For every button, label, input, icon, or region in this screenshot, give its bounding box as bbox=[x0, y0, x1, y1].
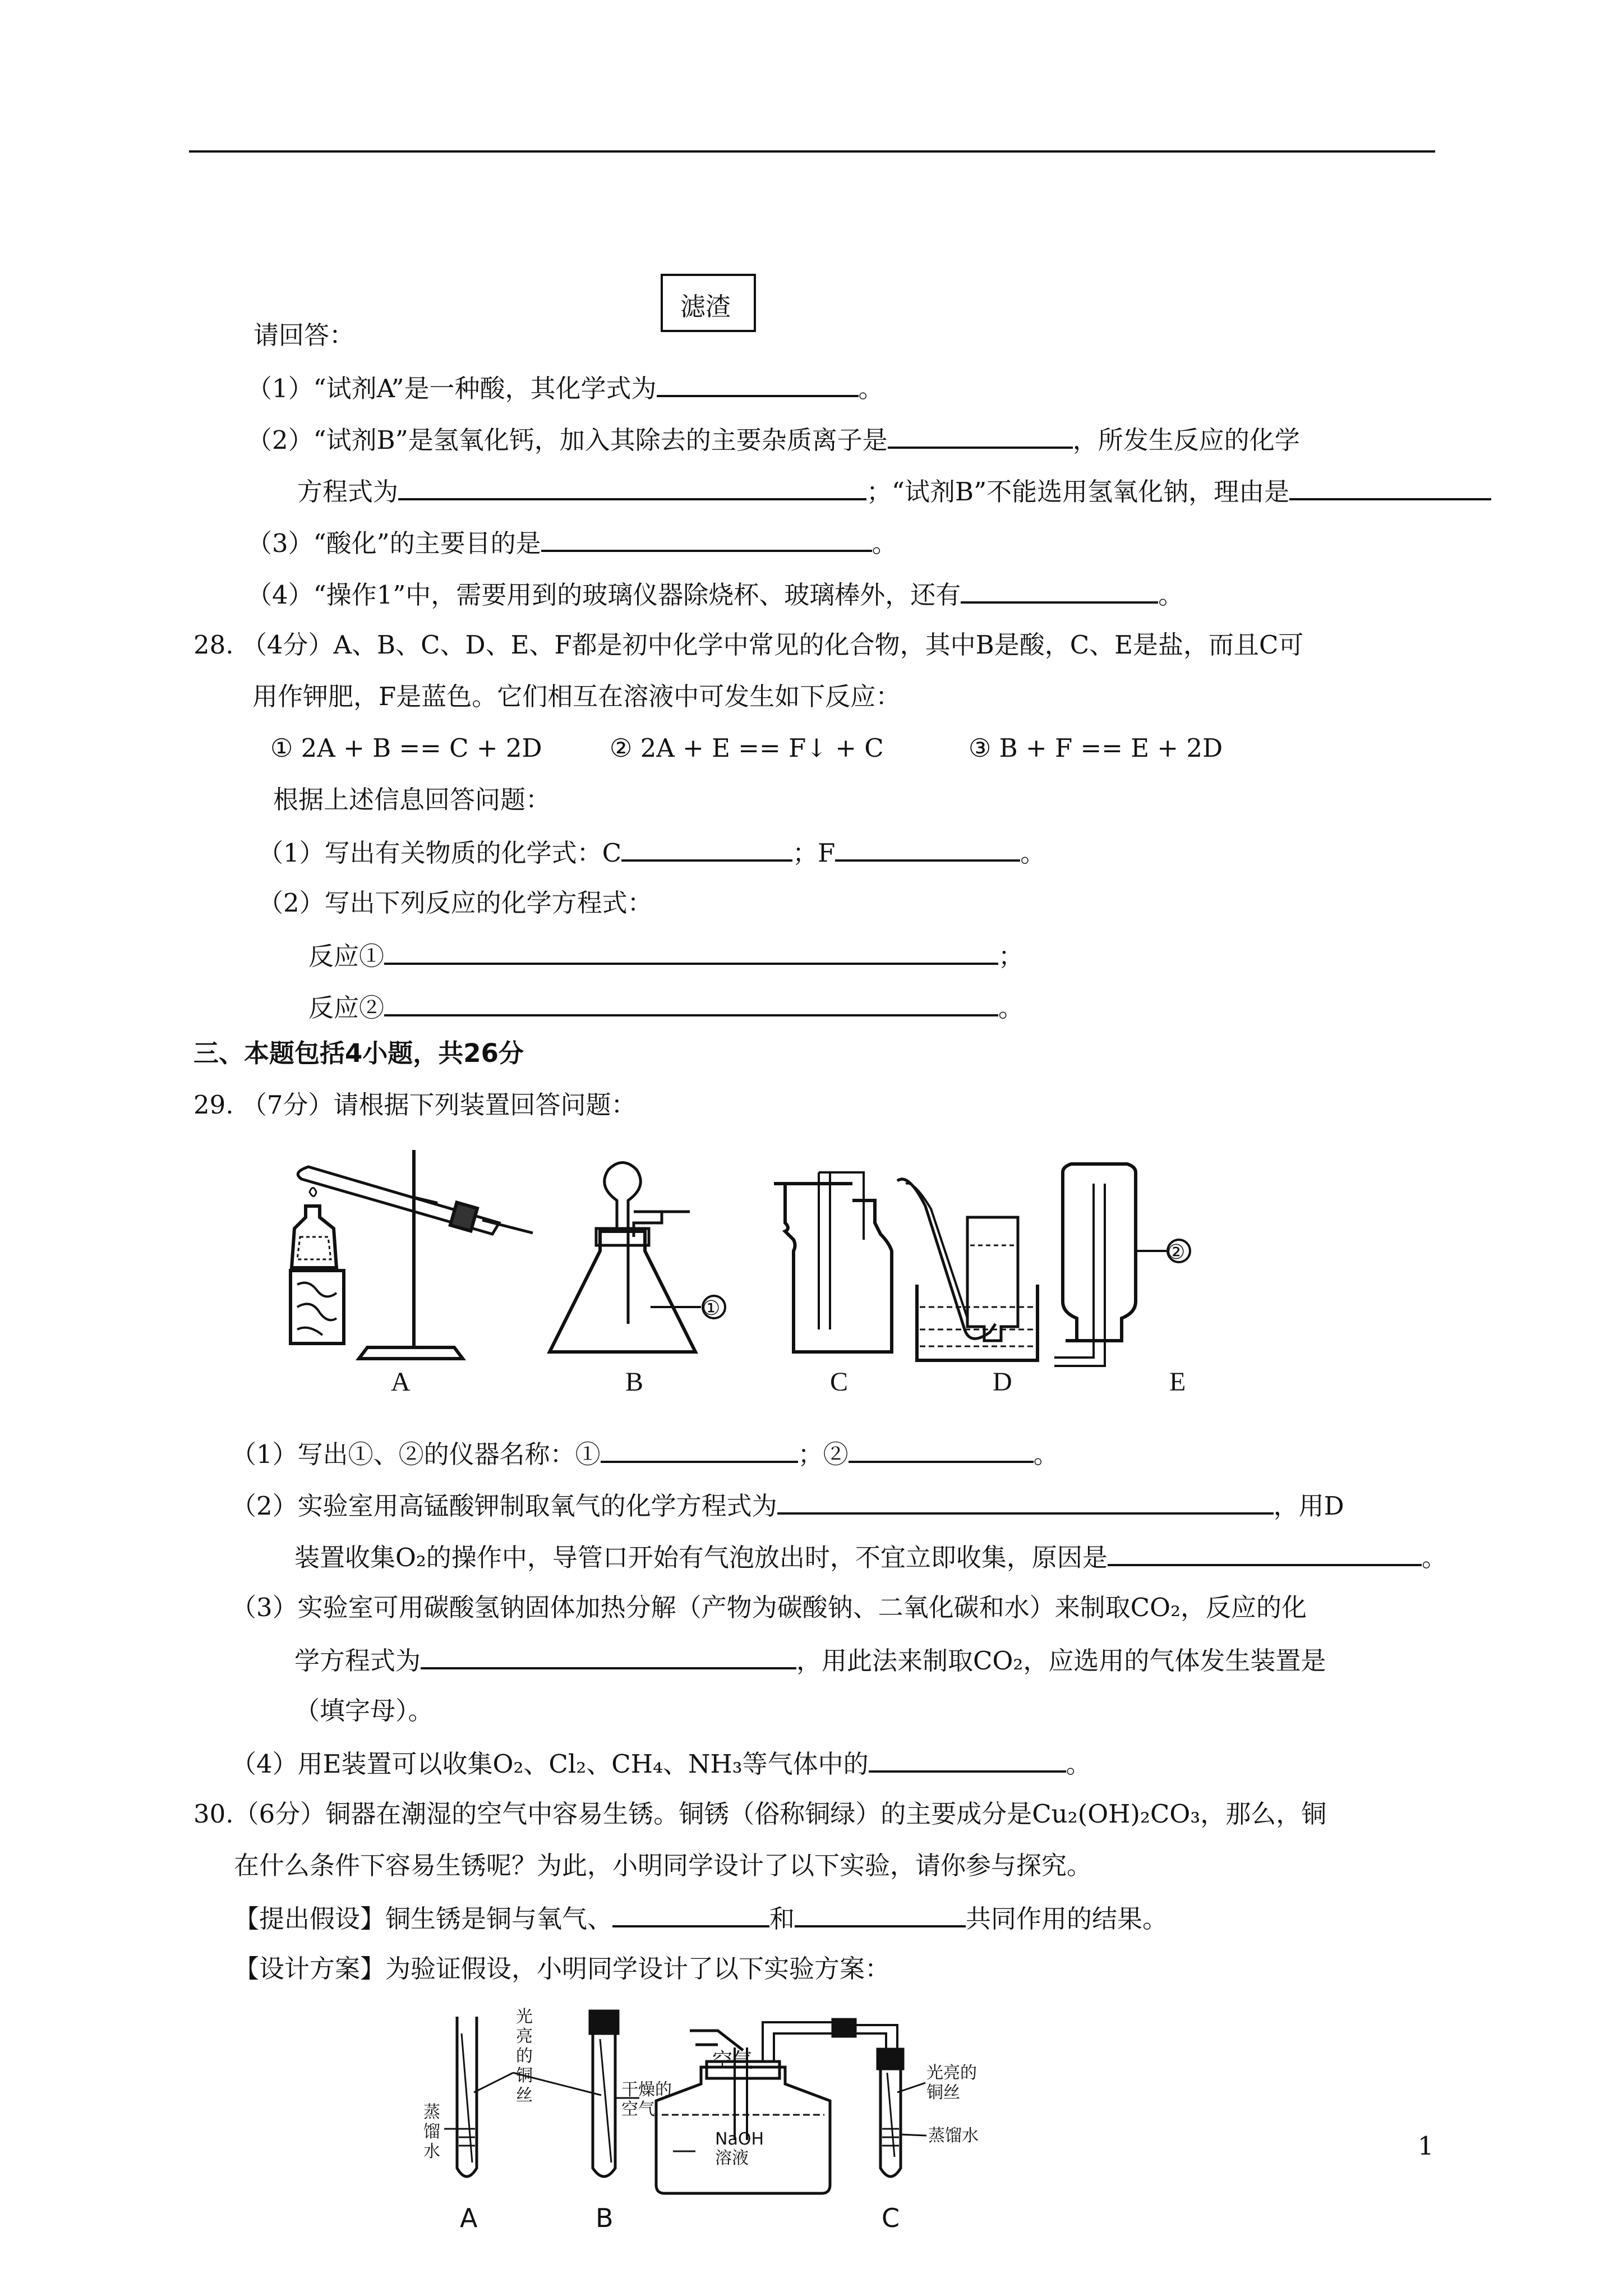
q28-s1: （1）写出有关物质的化学式：C ；F 。 bbox=[258, 835, 1045, 870]
q27-s4: （4）“操作1”中，需要用到的玻璃仪器除烧杯、玻璃棒外，还有 。 bbox=[247, 577, 1183, 612]
fig-label-a: A bbox=[460, 2203, 478, 2233]
q27-s3: （3）“酸化”的主要目的是 。 bbox=[247, 525, 897, 560]
answer-blank[interactable] bbox=[541, 525, 872, 552]
q29-s3b: 学方程式为 ，用此法来制取CO₂，应选用的气体发生装置是 bbox=[294, 1642, 1326, 1678]
fig-c-copper-2: 铜丝 bbox=[926, 2083, 960, 2102]
q28-r1: 反应① ； bbox=[308, 938, 1023, 973]
fig-label-b: B bbox=[596, 2203, 614, 2233]
fig-naoh-1: NaOH bbox=[715, 2129, 764, 2149]
q27-s2b: 方程式为 ；“试剂B”不能选用氢氧化钠，理由是 bbox=[297, 473, 1491, 509]
answer-blank[interactable] bbox=[384, 990, 998, 1016]
header-rule bbox=[189, 150, 1435, 153]
apparatus-label-a: A bbox=[391, 1367, 411, 1397]
answer-blank[interactable] bbox=[777, 1488, 1274, 1515]
apparatus-b bbox=[550, 1163, 725, 1352]
answer-blank[interactable] bbox=[601, 1436, 798, 1463]
answer-blank[interactable] bbox=[1108, 1539, 1422, 1566]
fig-copper-2: 亮 bbox=[516, 2027, 533, 2046]
q29-s3a: （3）实验室可用碳酸氢钠固体加热分解（产物为碳酸钠、二氧化碳和水）来制取CO₂，反应的化 bbox=[231, 1593, 1307, 1622]
q29-apparatus-figure bbox=[269, 1139, 1290, 1402]
q29-s4: （4）用E装置可以收集O₂、Cl₂、CH₄、NH₃等气体中的 。 bbox=[231, 1746, 1091, 1781]
answer-blank[interactable] bbox=[384, 938, 998, 965]
answer-blank[interactable] bbox=[1289, 473, 1491, 500]
apparatus-label-e: E bbox=[1169, 1367, 1186, 1397]
answer-blank[interactable] bbox=[835, 835, 1020, 862]
q29-s1: （1）写出①、②的仪器名称：① ；② 。 bbox=[231, 1436, 1059, 1471]
q29-s2b: 装置收集O₂的操作中，导管口开始有气泡放出时，不宜立即收集，原因是 。 bbox=[294, 1539, 1447, 1575]
q29-title: 29. （7分）请根据下列装置回答问题： bbox=[193, 1090, 637, 1120]
q27-s1: （1）“试剂A”是一种酸，其化学式为 。 bbox=[247, 370, 884, 406]
fig-copper-5: 丝 bbox=[516, 2086, 533, 2105]
bottle-c bbox=[656, 2019, 897, 2193]
fig-naoh-2: 溶液 bbox=[715, 2148, 749, 2168]
fig-c-water: 蒸馏水 bbox=[928, 2126, 979, 2146]
fig-copper-1: 光 bbox=[516, 2007, 533, 2027]
marker-1: ① bbox=[702, 1297, 721, 1320]
apparatus-label-b: B bbox=[625, 1367, 644, 1397]
q30-line2: 在什么条件下容易生锈呢？为此，小明同学设计了以下实验，请你参与探究。 bbox=[234, 1851, 1092, 1880]
q28-line1: 28. （4分）A、B、C、D、E、F都是初中化学中常见的化合物，其中B是酸，C、E是盐，而且C可 bbox=[193, 630, 1304, 660]
q28-line3: 根据上述信息回答问题： bbox=[273, 785, 551, 815]
q30-line1: 30.（6分）铜器在潮湿的空气中容易生锈。铜锈（俗称铜绿）的主要成分是Cu₂(OH)₂CO₃，那么，铜 bbox=[193, 1799, 1327, 1829]
apparatus-label-c: C bbox=[830, 1367, 849, 1397]
answer-blank[interactable] bbox=[657, 370, 859, 397]
fig-a-water-1: 蒸 bbox=[423, 2102, 440, 2122]
answer-blank[interactable] bbox=[795, 1901, 966, 1927]
fig-dry-air-2: 空气 bbox=[621, 2100, 655, 2119]
fig-c-copper-1: 光亮的 bbox=[926, 2063, 977, 2083]
tube-a bbox=[444, 2017, 513, 2177]
q28-s2: （2）写出下列反应的化学方程式： bbox=[258, 888, 653, 918]
marker-2: ② bbox=[1167, 1241, 1186, 1264]
residue-box-label: 滤渣 bbox=[680, 292, 731, 321]
page-number: 1 bbox=[1418, 2131, 1434, 2161]
fig-copper-3: 的 bbox=[516, 2046, 533, 2066]
answer-blank[interactable] bbox=[621, 835, 792, 862]
q29-s3c: （填字母）。 bbox=[294, 1696, 434, 1726]
apparatus-label-d: D bbox=[993, 1367, 1012, 1397]
apparatus-a bbox=[291, 1150, 533, 1359]
fig-label-c: C bbox=[882, 2203, 900, 2233]
fig-a-water-2: 馏 bbox=[423, 2122, 440, 2142]
q30-experiment-figure bbox=[404, 2000, 1088, 2241]
q28-line2: 用作钾肥，F是蓝色。它们相互在溶液中可发生如下反应： bbox=[252, 682, 901, 711]
answer-blank[interactable] bbox=[421, 1642, 796, 1669]
section-3-heading: 三、本题包括4小题，共26分 bbox=[193, 1038, 524, 1068]
answer-blank[interactable] bbox=[849, 1436, 1034, 1463]
q28-r2: 反应② 。 bbox=[308, 990, 1023, 1025]
fig-a-water-3: 水 bbox=[423, 2142, 440, 2161]
tube-c bbox=[878, 2049, 926, 2177]
fig-dry-air-1: 干燥的 bbox=[621, 2080, 672, 2100]
q30-design: 【设计方案】为验证假设，小明同学设计了以下实验方案： bbox=[234, 1954, 891, 1984]
apparatus-c bbox=[774, 1172, 892, 1352]
answer-blank[interactable] bbox=[612, 1901, 769, 1927]
q28-reaction-1: ① 2A + B == C + 2D bbox=[270, 733, 542, 763]
q27-intro: 请回答： bbox=[253, 320, 355, 350]
q29-s2a: （2）实验室用高锰酸钾制取氧气的化学方程式为 ，用D bbox=[231, 1488, 1344, 1523]
answer-blank[interactable] bbox=[869, 1746, 1066, 1773]
answer-blank[interactable] bbox=[398, 473, 866, 500]
q28-reaction-2: ② 2A + E == F↓ + C bbox=[610, 733, 884, 763]
q30-hypothesis: 【提出假设】铜生锈是铜与氧气、 和 共同作用的结果。 bbox=[234, 1901, 1168, 1936]
fig-air: 空气 bbox=[712, 2049, 753, 2072]
apparatus-d bbox=[897, 1179, 1038, 1360]
answer-blank[interactable] bbox=[961, 577, 1158, 604]
apparatus-e bbox=[1054, 1164, 1190, 1366]
answer-blank[interactable] bbox=[888, 422, 1073, 449]
q28-reaction-3: ③ B + F == E + 2D bbox=[969, 733, 1223, 763]
q27-s2a: （2）“试剂B”是氢氧化钙，加入其除去的主要杂质离子是 ，所发生反应的化学 bbox=[247, 422, 1300, 457]
fig-copper-4: 铜 bbox=[516, 2066, 533, 2086]
